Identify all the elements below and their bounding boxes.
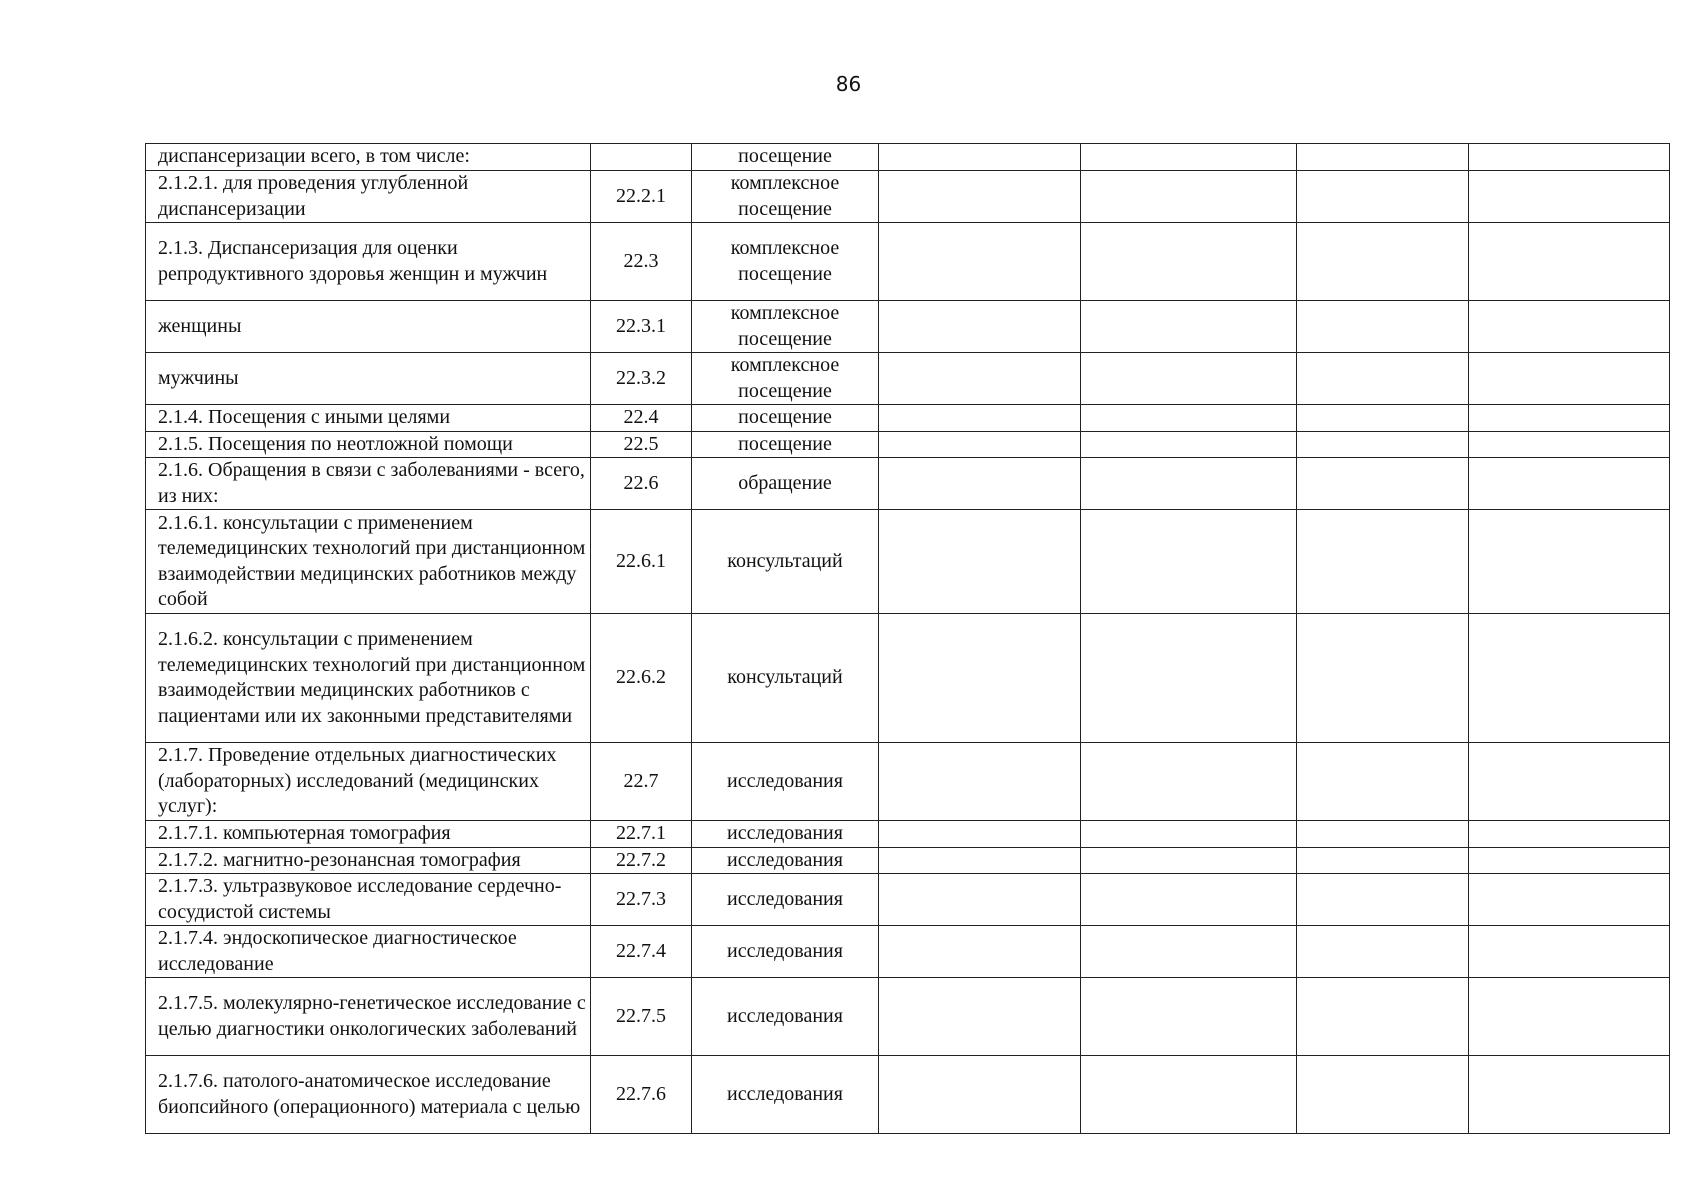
value-cell [1297,405,1469,432]
value-cell [1081,353,1297,405]
value-cell [879,978,1081,1056]
value-cell [879,171,1081,223]
value-cell [1469,431,1670,458]
value-cell [879,510,1081,614]
page-number: 86 [835,72,862,96]
value-cell [1081,405,1297,432]
value-cell [1469,926,1670,978]
value-cell [1469,978,1670,1056]
unit-cell: посещение [692,431,879,458]
table-row [146,405,1670,432]
value-cell [879,926,1081,978]
indicator-name-cell: 2.1.7.5. молекулярно-генетическое исследование с целью диагностики онкологических заболеваний [146,978,591,1056]
indicator-name-cell: 2.1.7. Проведение отдельных диагностических (лабораторных) исследований (медицинских услуг): [146,743,591,821]
table-row [146,874,1670,926]
value-cell [1469,223,1670,301]
value-cell [1081,614,1297,743]
value-cell [1081,926,1297,978]
value-cell [1081,1056,1297,1134]
row-code-cell: 22.6.2 [591,614,692,743]
value-cell [1469,405,1670,432]
unit-cell: комплексное посещение [692,171,879,223]
value-cell [1469,144,1670,171]
value-cell [1081,821,1297,848]
indicator-name-cell: 2.1.7.4. эндоскопическое диагностическое исследование [146,926,591,978]
indicator-name-cell: 2.1.7.2. магнитно-резонансная томография [146,847,591,874]
table-row [146,458,1670,510]
value-cell [1297,1056,1469,1134]
value-cell [879,431,1081,458]
unit-cell: исследования [692,847,879,874]
value-cell [1297,171,1469,223]
indicator-name-cell: 2.1.5. Посещения по неотложной помощи [146,431,591,458]
value-cell [1081,171,1297,223]
row-code-cell: 22.7.5 [591,978,692,1056]
unit-cell: исследования [692,926,879,978]
unit-cell: исследования [692,874,879,926]
indicator-name-cell: 2.1.7.1. компьютерная томография [146,821,591,848]
indicator-name-cell: диспансеризации всего, в том числе: [146,144,591,171]
table-row [146,1056,1670,1134]
indicator-name-cell: 2.1.7.6. патолого-анатомическое исследование биопсийного (операционного) материала с целью [146,1056,591,1134]
indicator-name-cell: 2.1.6. Обращения в связи с заболеваниями - всего, из них: [146,458,591,510]
value-cell [1081,847,1297,874]
value-cell [879,743,1081,821]
row-code-cell: 22.3.1 [591,301,692,353]
indicator-name-cell: женщины [146,301,591,353]
row-code-cell: 22.7.1 [591,821,692,848]
value-cell [1469,353,1670,405]
unit-cell: исследования [692,743,879,821]
value-cell [879,874,1081,926]
indicator-name-cell: 2.1.3. Диспансеризация для оценки репродуктивного здоровья женщин и мужчин [146,223,591,301]
value-cell [1297,614,1469,743]
value-cell [1081,874,1297,926]
table-row [146,978,1670,1056]
value-cell [1469,743,1670,821]
value-cell [1469,821,1670,848]
table-row [146,614,1670,743]
table-row [146,743,1670,821]
unit-cell: исследования [692,821,879,848]
row-code-cell: 22.2.1 [591,171,692,223]
value-cell [1081,223,1297,301]
row-code-cell: 22.3 [591,223,692,301]
table-row [146,301,1670,353]
value-cell [1297,353,1469,405]
table-row [146,431,1670,458]
value-cell [1081,510,1297,614]
value-cell [1297,874,1469,926]
row-code-cell: 22.7.3 [591,874,692,926]
row-code-cell: 22.6.1 [591,510,692,614]
value-cell [1297,223,1469,301]
value-cell [1297,821,1469,848]
table-row [146,353,1670,405]
unit-cell: комплексное посещение [692,301,879,353]
value-cell [1297,431,1469,458]
unit-cell: обращение [692,458,879,510]
unit-cell: исследования [692,978,879,1056]
unit-cell: консультаций [692,614,879,743]
row-code-cell: 22.3.2 [591,353,692,405]
value-cell [1081,301,1297,353]
row-code-cell: 22.7.4 [591,926,692,978]
table-row [146,821,1670,848]
table-row [146,144,1670,171]
unit-cell: посещение [692,405,879,432]
value-cell [1297,978,1469,1056]
indicator-name-cell: 2.1.7.3. ультразвуковое исследование сердечно-сосудистой системы [146,874,591,926]
indicator-name-cell: 2.1.6.1. консультации с применением телемедицинских технологий при дистанционном взаимодействии медицинских работников между собой [146,510,591,614]
table-row [146,926,1670,978]
value-cell [1469,874,1670,926]
data-table [145,143,1670,1134]
value-cell [879,223,1081,301]
table-row [146,510,1670,614]
indicator-name-cell: 2.1.6.2. консультации с применением телемедицинских технологий при дистанционном взаимодействии медицинских работников с пациентами или их законными представителями [146,614,591,743]
row-code-cell: 22.7.2 [591,847,692,874]
indicator-name-cell: мужчины [146,353,591,405]
row-code-cell: 22.7 [591,743,692,821]
table-row [146,223,1670,301]
value-cell [1297,301,1469,353]
value-cell [1081,978,1297,1056]
value-cell [1297,847,1469,874]
value-cell [1469,614,1670,743]
row-code-cell: 22.6 [591,458,692,510]
unit-cell: исследования [692,1056,879,1134]
value-cell [1297,510,1469,614]
row-code-cell: 22.5 [591,431,692,458]
indicator-name-cell: 2.1.4. Посещения с иными целями [146,405,591,432]
value-cell [879,1056,1081,1134]
value-cell [1081,144,1297,171]
unit-cell: комплексное посещение [692,353,879,405]
row-code-cell: 22.4 [591,405,692,432]
value-cell [879,821,1081,848]
unit-cell: посещение [692,144,879,171]
value-cell [1469,301,1670,353]
value-cell [1297,144,1469,171]
value-cell [1469,458,1670,510]
value-cell [1469,1056,1670,1134]
value-cell [1469,847,1670,874]
value-cell [1469,510,1670,614]
value-cell [879,353,1081,405]
table-row [146,847,1670,874]
value-cell [879,301,1081,353]
table-row [146,171,1670,223]
value-cell [879,144,1081,171]
indicator-name-cell: 2.1.2.1. для проведения углубленной диспансеризации [146,171,591,223]
value-cell [1081,743,1297,821]
row-code-cell: 22.7.6 [591,1056,692,1134]
row-code-cell [591,144,692,171]
value-cell [1297,743,1469,821]
value-cell [1297,458,1469,510]
value-cell [879,405,1081,432]
value-cell [879,847,1081,874]
value-cell [1081,431,1297,458]
unit-cell: консультаций [692,510,879,614]
value-cell [1469,171,1670,223]
value-cell [879,614,1081,743]
unit-cell: комплексное посещение [692,223,879,301]
value-cell [1297,926,1469,978]
value-cell [879,458,1081,510]
value-cell [1081,458,1297,510]
